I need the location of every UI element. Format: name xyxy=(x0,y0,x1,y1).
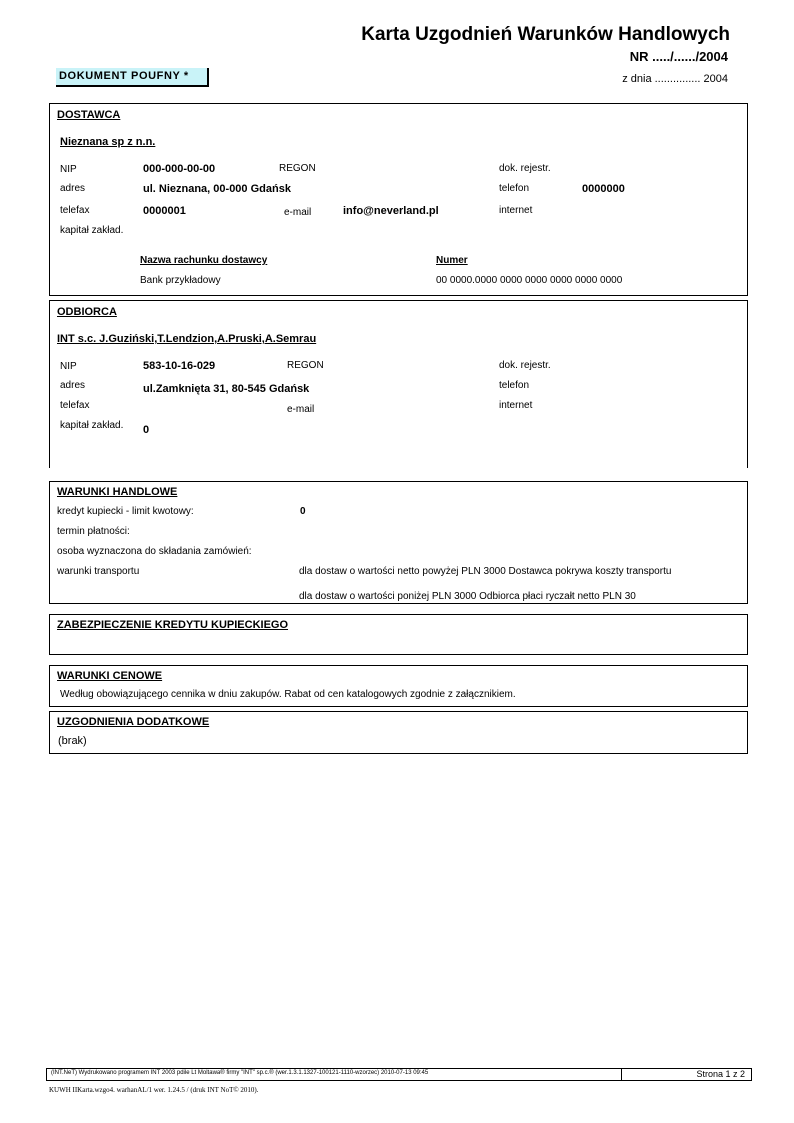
order-person-label: osoba wyznaczona do składania zamówień: xyxy=(57,546,252,557)
additional-section xyxy=(49,711,748,754)
recipient-nip: 583-10-16-029 xyxy=(143,360,216,372)
document-date: z dnia ............... 2004 xyxy=(622,73,728,85)
trade-terms-section xyxy=(49,481,748,604)
document-id: KUWH IIKarta.wzgo4. warhanAL/1 wer. 1.24.5 / (druk INT NoT© 2010). xyxy=(49,1086,259,1094)
trade-terms-title: WARUNKI HANDLOWE xyxy=(57,486,178,498)
print-footer xyxy=(46,1068,752,1081)
credit-security-section xyxy=(49,614,748,655)
supplier-section xyxy=(49,103,748,296)
price-terms-title: WARUNKI CENOWE xyxy=(57,670,163,682)
account-name-header: Nazwa rachunku dostawcy xyxy=(140,255,268,266)
price-terms-text: Według obowiązującego cennika w dniu zakupów. Rabat od cen katalogowych zgodnie z załącznikiem. xyxy=(60,689,516,700)
recipient-internet-label: internet xyxy=(499,400,533,411)
credit-security-title: ZABEZPIECZENIE KREDYTU KUPIECKIEGO xyxy=(57,619,289,631)
transport-terms-line2: dla dostaw o wartości poniżej PLN 3000 Odbiorca płaci ryczałt netto PLN 30 xyxy=(299,591,636,602)
credit-limit-value: 0 xyxy=(300,506,306,517)
supplier-regon-label: REGON xyxy=(279,163,316,174)
print-info: (INT.NeT) Wydrukowano programem INT 2003 pdile Lt Moltawa® firmy "INT" sp.c.® (wer.1.3.1.1327-100121-1110-wzorzec) 2010-07-13 09:45 xyxy=(51,1070,429,1076)
recipient-capital: 0 xyxy=(143,424,150,436)
supplier-email-label: e-mail xyxy=(284,207,312,218)
recipient-fax-label: telefax xyxy=(60,400,90,411)
supplier-nip-label: NIP xyxy=(60,164,77,175)
supplier-internet-label: internet xyxy=(499,205,533,216)
supplier-email: info@neverland.pl xyxy=(343,205,439,217)
footer-separator xyxy=(621,1069,622,1080)
transport-terms-label: warunki transportu xyxy=(57,566,140,577)
recipient-phone-label: telefon xyxy=(499,380,530,391)
transport-terms-line1: dla dostaw o wartości netto powyżej PLN 3000 Dostawca pokrywa koszty transportu xyxy=(299,566,672,577)
supplier-section-title: DOSTAWCA xyxy=(57,109,121,121)
confidential-badge: DOKUMENT POUFNY * xyxy=(56,68,209,87)
supplier-nip: 000-000-00-00 xyxy=(143,163,216,175)
price-terms-section xyxy=(49,665,748,707)
credit-limit-label: kredyt kupiecki - limit kwotowy: xyxy=(57,506,194,517)
supplier-name: Nieznana sp z n.n. xyxy=(60,136,156,148)
supplier-dok-label: dok. rejestr. xyxy=(499,163,551,174)
account-number: 00 0000.0000 0000 0000 0000 0000 0000 xyxy=(436,275,623,286)
recipient-section xyxy=(49,300,748,468)
document-number: NR ...../....../2004 xyxy=(629,49,728,64)
supplier-phone: 0000000 xyxy=(582,183,625,195)
recipient-nip-label: NIP xyxy=(60,361,77,372)
document-title: Karta Uzgodnień Warunków Handlowych xyxy=(361,24,730,45)
additional-title: UZGODNIENIA DODATKOWE xyxy=(57,716,210,728)
recipient-name: INT s.c. J.Guziński,T.Lendzion,A.Pruski,A.Semrau xyxy=(57,333,317,345)
recipient-address: ul.Zamknięta 31, 80-545 Gdańsk xyxy=(143,383,310,395)
supplier-address: ul. Nieznana, 00-000 Gdańsk xyxy=(143,183,291,195)
account-number-header: Numer xyxy=(436,255,468,266)
recipient-section-title: ODBIORCA xyxy=(57,306,117,318)
supplier-phone-label: telefon xyxy=(499,183,530,194)
supplier-fax: 0000001 xyxy=(143,205,186,217)
page-number: Strona 1 z 2 xyxy=(696,1069,745,1079)
supplier-capital-label: kapitał zakład. xyxy=(60,225,124,236)
payment-term-label: termin płatności: xyxy=(57,526,130,537)
recipient-capital-label: kapitał zakład. xyxy=(60,420,124,431)
account-name: Bank przykładowy xyxy=(140,275,221,286)
recipient-dok-label: dok. rejestr. xyxy=(499,360,551,371)
recipient-regon-label: REGON xyxy=(287,360,324,371)
recipient-email-label: e-mail xyxy=(287,404,315,415)
recipient-address-label: adres xyxy=(60,380,86,391)
supplier-address-label: adres xyxy=(60,183,86,194)
supplier-fax-label: telefax xyxy=(60,205,90,216)
additional-text: (brak) xyxy=(58,735,87,747)
